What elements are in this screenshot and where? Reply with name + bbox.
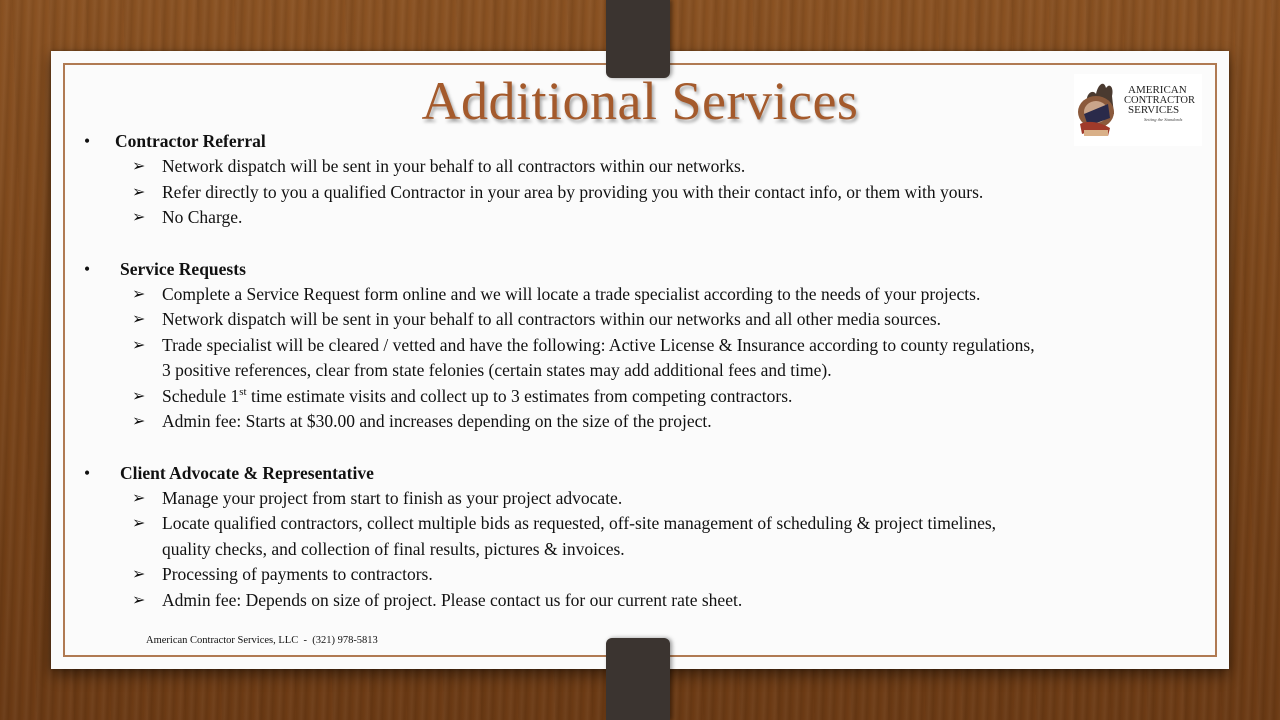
ordinal-suffix: st [239, 385, 247, 398]
services-content [82, 128, 1192, 613]
section-client-advocate [82, 460, 1192, 614]
page-title: Additional Services [421, 71, 859, 131]
section-heading [82, 460, 1192, 486]
heading-text: Client Advocate & Representative [120, 462, 374, 483]
section-heading [82, 256, 1192, 282]
arrow-icon: ➢ [132, 183, 146, 201]
top-strap [606, 0, 670, 78]
list-item [82, 307, 1192, 333]
arrow-icon: ➢ [132, 209, 146, 226]
logo-line1: AMERICAN [1128, 84, 1187, 96]
arrow-icon: ➢ [132, 387, 146, 405]
bullet-icon: • [84, 131, 91, 151]
item-text: Complete a Service Request form online and we will locate a trade specialist according to the needs of your projects. [162, 283, 981, 304]
item-text: Admin fee: Starts at $30.00 and increases depending on the size of the project. [162, 411, 712, 431]
item-text-rest: time estimate visits and collect up to 3 estimates from competing contractors. [246, 385, 793, 406]
bullet-icon: • [84, 258, 91, 279]
list-item [82, 588, 1192, 614]
item-text: No Charge. [162, 207, 243, 227]
item-text: Trade specialist will be cleared / vetted and have the following: Active License & Insurance according to county regulations, [162, 334, 1035, 355]
item-text: Network dispatch will be sent in your behalf to all contractors within our networks and all other media sources. [162, 309, 942, 329]
bottom-strap [606, 638, 670, 720]
item-text: Locate qualified contractors, collect multiple bids as requested, off-site management of scheduling & project timelines, [162, 513, 997, 533]
arrow-icon: ➢ [132, 158, 146, 175]
item-text-continued: quality checks, and collection of final results, pictures & invoices. [162, 538, 625, 559]
list-item [82, 486, 1192, 512]
list-item [82, 333, 1192, 384]
arrow-icon: ➢ [132, 566, 146, 583]
list-item [82, 282, 1192, 308]
list-item [82, 154, 1192, 180]
item-text: Schedule 1 [162, 385, 240, 406]
item-text: Processing of payments to contractors. [162, 564, 433, 584]
section-service-requests [82, 256, 1192, 435]
arrow-icon: ➢ [132, 336, 146, 354]
item-text: Admin fee: Depends on size of project. Please contact us for our current rate sheet. [162, 589, 743, 610]
list-item [82, 511, 1192, 562]
logo-line2: CONTRACTOR [1124, 95, 1195, 106]
list-item [82, 409, 1192, 435]
heading-text: Contractor Referral [115, 131, 266, 151]
logo-tagline: Setting the Standards [1144, 117, 1183, 122]
arrow-icon: ➢ [132, 311, 146, 328]
arrow-icon: ➢ [132, 285, 146, 303]
list-item [82, 180, 1192, 206]
list-item [82, 205, 1192, 231]
arrow-icon: ➢ [132, 489, 146, 507]
list-item [82, 384, 1192, 410]
item-text-continued: 3 positive references, clear from state felonies (certain states may add additional fees and time). [162, 360, 832, 380]
item-text: Network dispatch will be sent in your behalf to all contractors within our networks. [162, 156, 746, 176]
list-item [82, 562, 1192, 588]
section-contractor-referral [82, 128, 1192, 231]
arrow-icon: ➢ [132, 515, 146, 532]
arrow-icon: ➢ [132, 413, 146, 430]
arrow-icon: ➢ [132, 591, 146, 609]
bullet-icon: • [84, 462, 91, 483]
footer-contact: American Contractor Services, LLC - (321) 978-5813 [146, 635, 378, 646]
section-heading [82, 128, 1192, 154]
item-text: Manage your project from start to finish as your project advocate. [162, 487, 623, 508]
heading-text: Service Requests [120, 258, 246, 279]
item-text: Refer directly to you a qualified Contractor in your area by providing you with their contact info, or them with yours. [162, 181, 984, 202]
logo-line3: SERVICES [1128, 104, 1180, 116]
